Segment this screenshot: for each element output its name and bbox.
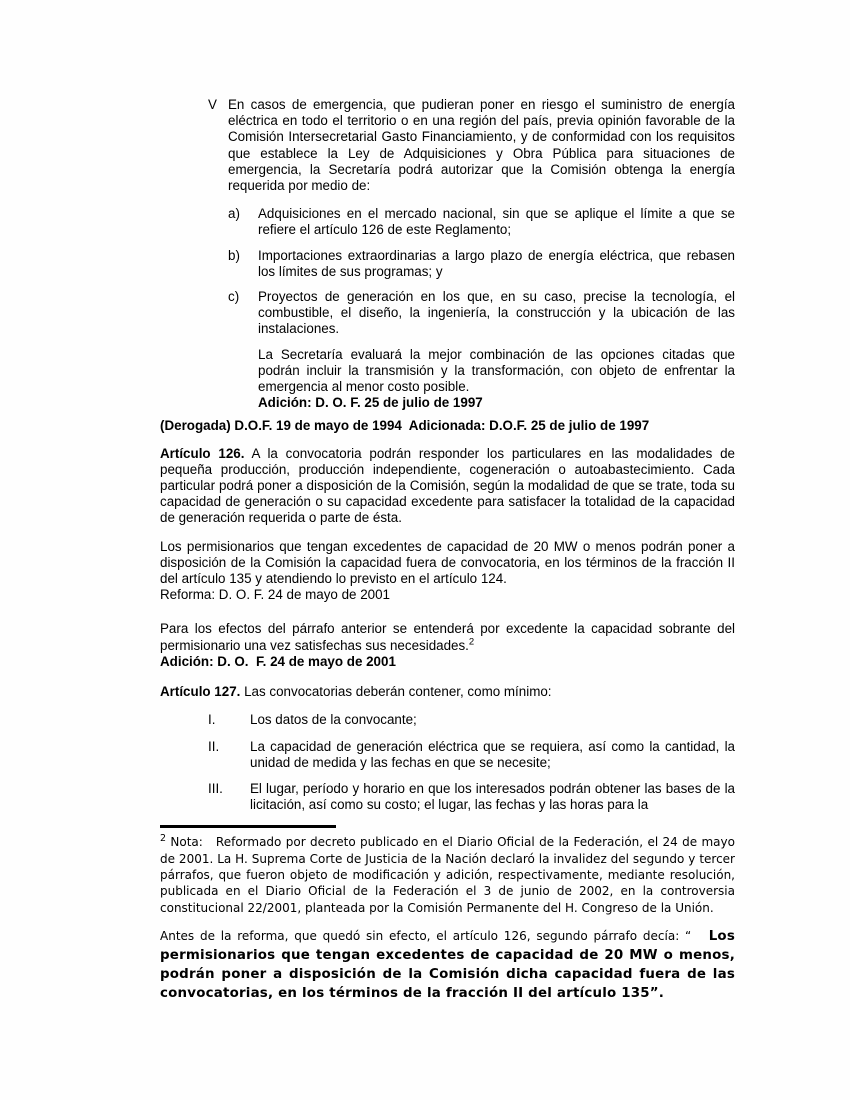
letter-item-c <box>228 289 735 338</box>
footnote-reference-2: 2 <box>468 636 475 648</box>
spacer <box>160 670 735 684</box>
efectos-text: Para los efectos del párrafo anterior se entenderá por excedente la capacidad sobrante del permisionario una vez satisfechas sus necesidades. <box>160 621 735 653</box>
adicion-1997-note: Adición: D. O. F. 25 de julio de 1997 <box>258 395 483 411</box>
antes-reforma-paragraph <box>160 927 735 1003</box>
derogada-line: (Derogada) D.O.F. 19 de mayo de 1994 Adicionada: D.O.F. 25 de julio de 1997 <box>160 418 650 434</box>
roman-item-2 <box>208 739 735 771</box>
antes-reforma-quote: Los permisionarios que tengan excedentes de capacidad de 20 MW o menos, podrán poner a disposición de la Comisión dicha capacidad fuera de las convocatorias, en los términos de la fracción II del artículo 135”. <box>160 928 735 1001</box>
reforma-2001-line: Reforma: D. O. F. 24 de mayo de 2001 <box>160 587 390 603</box>
letter-item-a-text: Adquisiciones en el mercado nacional, sin que se aplique el límite a que se refiere el artículo 126 de este Reglamento; <box>258 206 735 238</box>
adicion-2001-note: Adición: D. O. F. 24 de mayo de 2001 <box>160 653 396 669</box>
articulo-126-label: Artículo 126. <box>160 445 245 461</box>
letter-item-a <box>228 206 735 238</box>
antes-reforma-intro: Antes de la reforma, que quedó sin efecto, el artículo 126, segundo párrafo decía: “ <box>160 928 692 943</box>
letter-item-c-text: Proyectos de generación en los que, en su caso, precise la tecnología, el combustible, el diseño, la ingeniería, la construcción y la ubicación de las instalaciones. <box>258 289 735 337</box>
footnote-2-marker: 2 <box>160 833 167 845</box>
articulo-127-text: Las convocatorias deberán contener, como mínimo: <box>244 684 552 700</box>
footnote-2-paragraph <box>160 834 735 915</box>
secretaria-paragraph: La Secretaría evaluará la mejor combinación de las opciones citadas que podrán incluir la transmisión y la transformación, con objeto de enfrentar la emergencia al menor costo posible. <box>258 346 735 395</box>
articulo-126-paragraph <box>160 446 735 527</box>
roman-item-2-label: II. <box>208 738 220 754</box>
articulo-126-text: A la convocatoria podrán responder los particulares en las modalidades de pequeña producción, producción independiente, cogeneración o autoabastecimiento. Cada particular podrá poner a disposición de la Comisión, según la modalidad de que se trate, toda su capacidad de generación o su capacidad excedente para satisfacer la totalidad de la capacidad de generación requerida o parte de ésta. <box>160 445 736 526</box>
permisionarios-paragraph: Los permisionarios que tengan excedentes de capacidad de 20 MW o menos podrán poner a disposición de la Comisión la capacidad fuera de convocatoria, en los términos de la fracción II del artículo 135 y atendiendo lo previsto en el artículo 124. <box>160 538 735 587</box>
fraction-v-label: V <box>208 97 217 112</box>
spacer <box>160 603 735 621</box>
roman-item-1-label: I. <box>208 712 216 728</box>
roman-item-1-text: Los datos de la convocante; <box>250 712 417 728</box>
articulo-127-paragraph <box>160 684 735 700</box>
roman-item-3-text: El lugar, período y horario en que los interesados podrán obtener las bases de la licitación, así como su costo; el lugar, las fechas y las horas para la <box>250 780 735 813</box>
footnote-2-text: Reformado por decreto publicado en el Diario Oficial de la Federación, el 24 de mayo de 2001. La H. Suprema Corte de Justicia de la Nación declaró la invalidez del segundo y tercer párrafos, que fueron objeto de modificación y adición, respectivamente, mediante resolución, publicada en el Diario Oficial de la Federación el 3 de junio de 2002, en la controversia constitucional 22/2001, planteada por la Comisión Permanente del H. Congreso de la Unión. <box>160 835 735 915</box>
letter-item-b <box>228 248 735 280</box>
roman-item-2-text: La capacidad de generación eléctrica que se requiera, así como la cantidad, la unidad de medida y las fechas en que se necesite; <box>250 738 735 770</box>
letter-item-c-label: c) <box>228 289 240 305</box>
fraction-v-item <box>160 97 735 194</box>
efectos-paragraph <box>160 621 735 653</box>
articulo-127-label: Artículo 127. <box>160 684 241 700</box>
fraction-v-text: En casos de emergencia, que pudieran poner en riesgo el suministro de energía eléctrica en todo el territorio o en una región del país, previa opinión favorable de la Comisión Intersecretarial Gasto Financiamiento, y de conformidad con los requisitos que establece la Ley de Adquisiciones y Obra Pública para situaciones de emergencia, la Secretaría podrá autorizar que la Comisión obtenga la energía requerida por medio de: <box>228 97 735 194</box>
roman-item-3 <box>208 781 735 813</box>
roman-item-1 <box>208 712 735 728</box>
roman-item-3-label: III. <box>208 780 223 796</box>
letter-item-b-label: b) <box>228 247 240 263</box>
footnote-separator <box>160 825 336 828</box>
letter-item-b-text: Importaciones extraordinarias a largo plazo de energía eléctrica, que rebasen los límites de sus programas; y <box>258 247 735 279</box>
footnote-2-label: Nota: <box>170 835 203 850</box>
letter-item-a-label: a) <box>228 206 240 222</box>
footnote-section <box>160 834 735 1002</box>
